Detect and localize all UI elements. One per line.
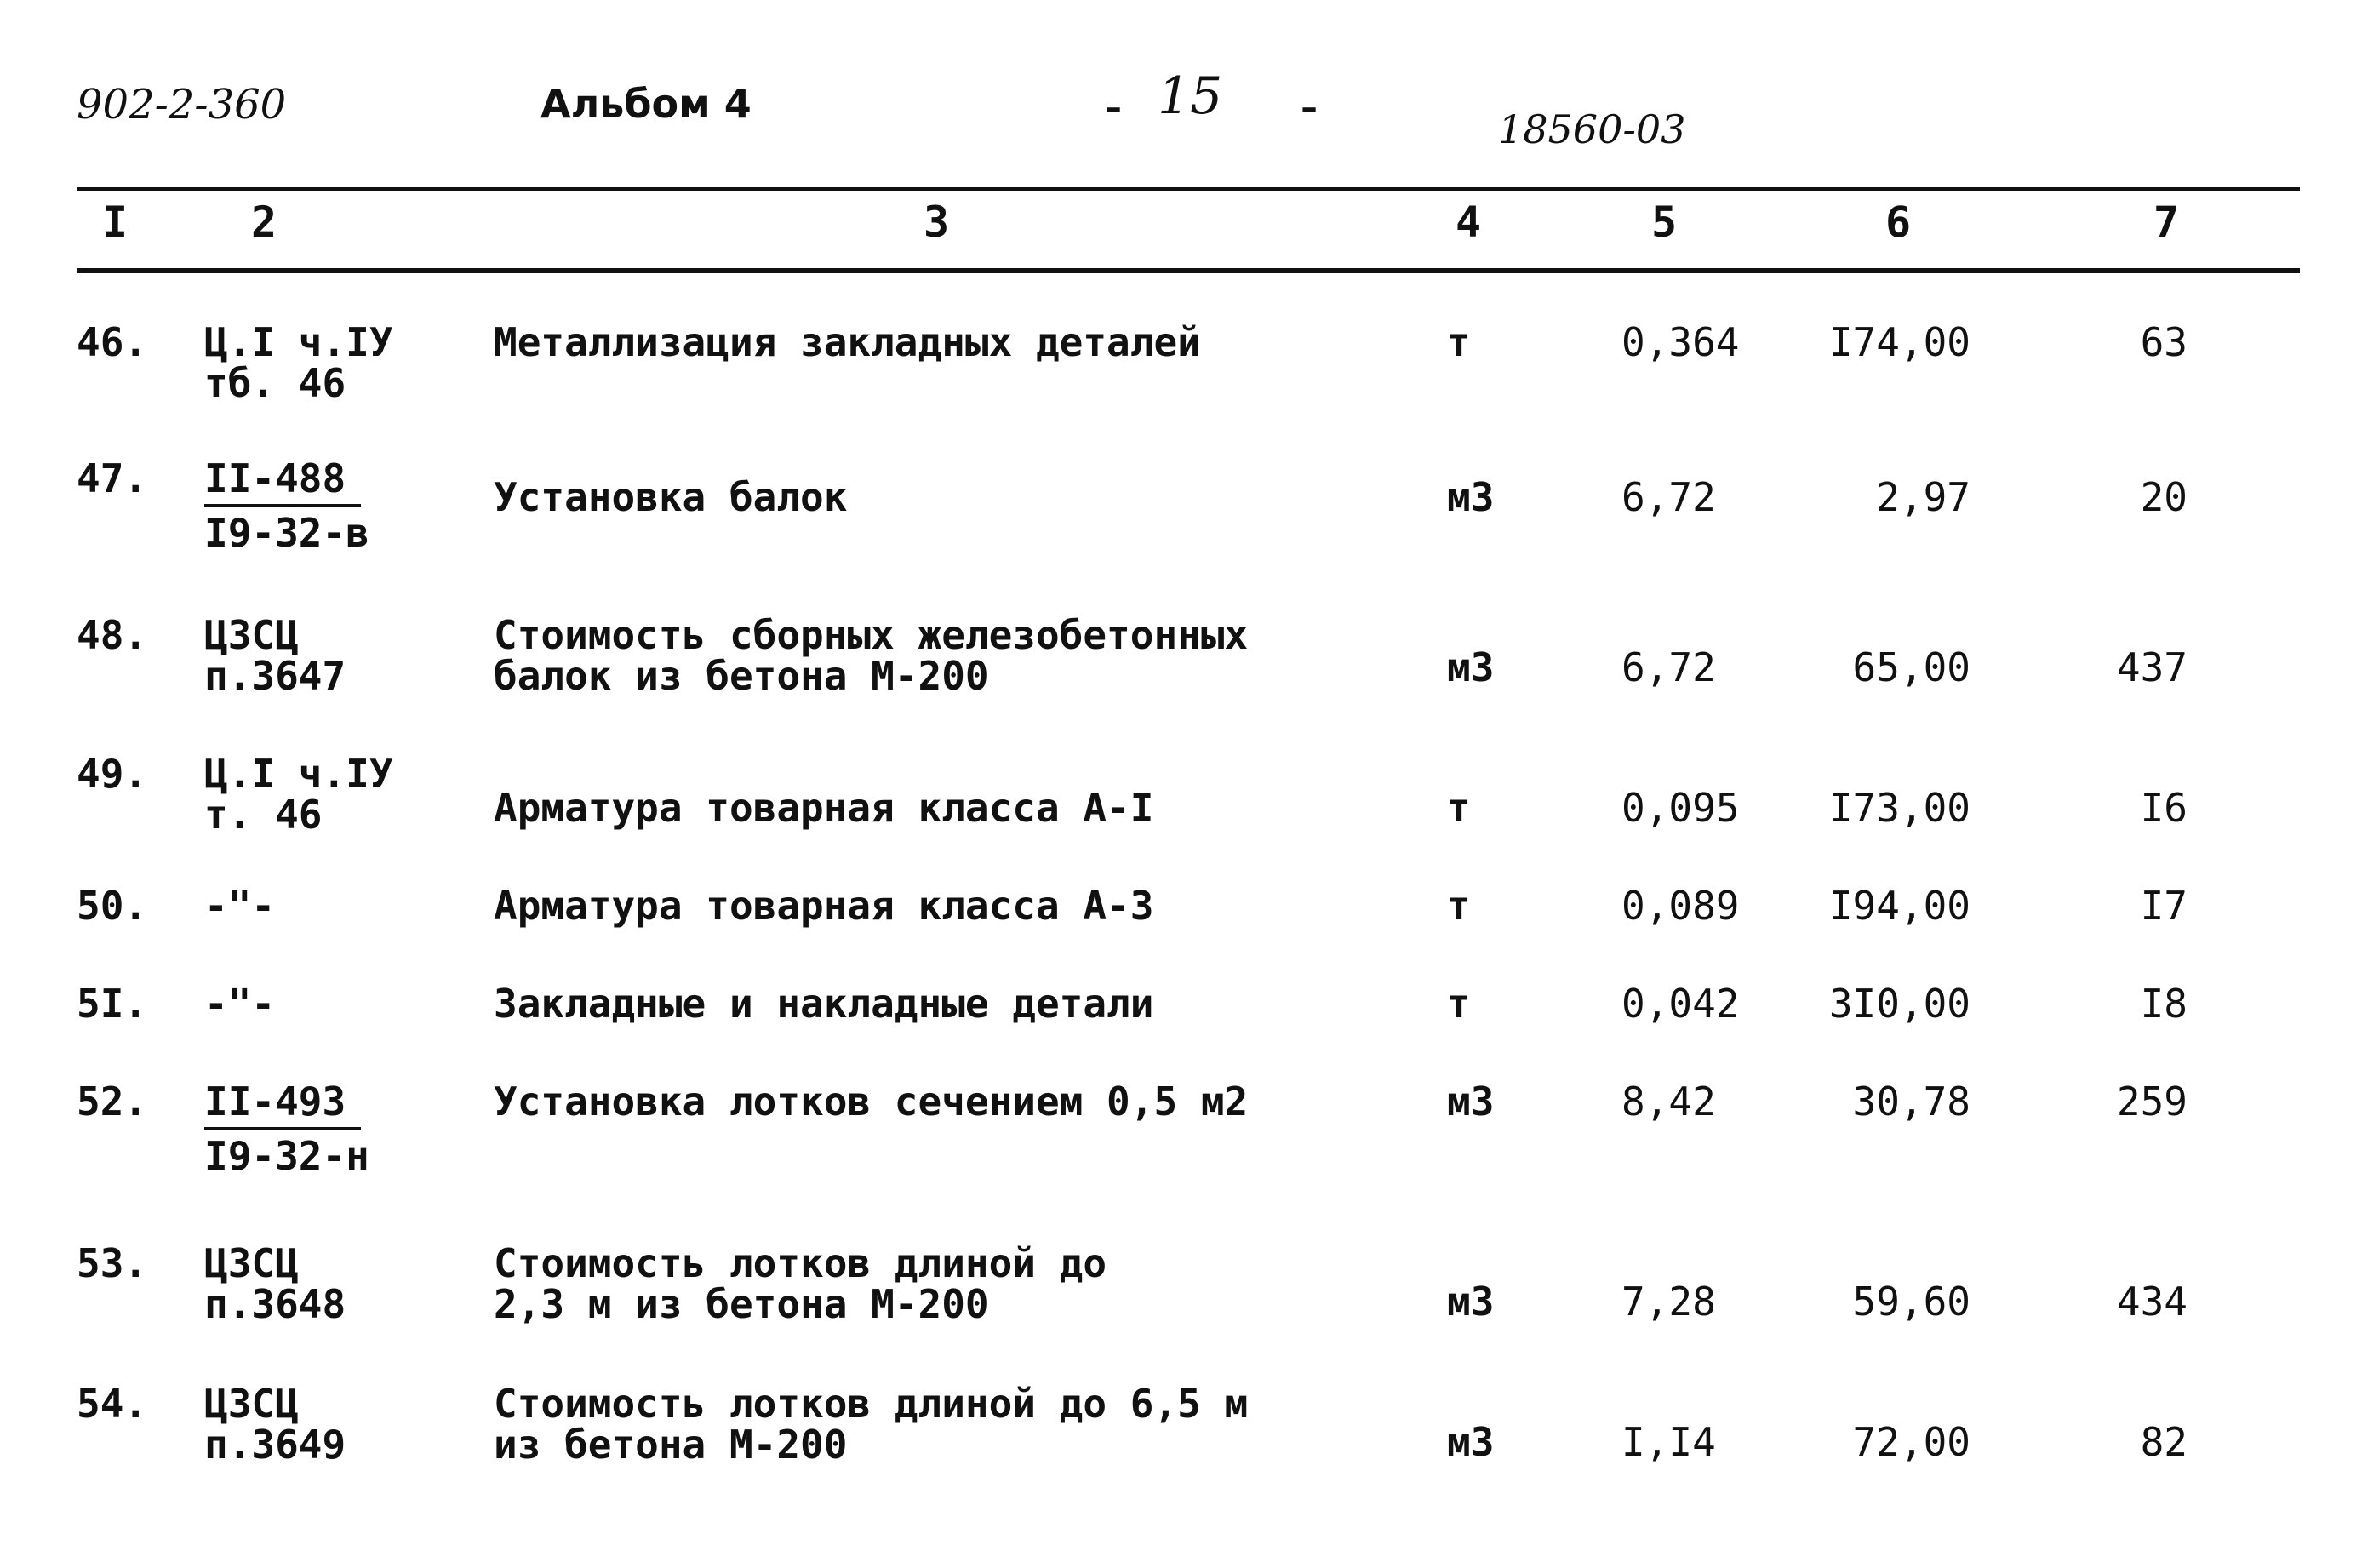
- row-total: 437: [2116, 644, 2188, 690]
- row-unit: м3: [1447, 1279, 1495, 1325]
- page-dash-left: -: [1098, 77, 1130, 136]
- registration-number: 18560-03: [1498, 106, 1686, 152]
- row-total: I8: [2140, 981, 2188, 1027]
- row-total: I6: [2140, 785, 2188, 831]
- row-number: 5I.: [77, 981, 148, 1027]
- row-number: 49.: [77, 751, 148, 797]
- row-number: 52.: [77, 1079, 148, 1124]
- column-header-5: 5: [1650, 197, 1678, 247]
- row-unit: т: [1447, 981, 1471, 1027]
- row-unit-price: 72,00: [1852, 1419, 1970, 1465]
- row-quantity: 0,042: [1621, 981, 1740, 1027]
- row-description: Стоимость лотков длиной до 2,3 м из бетона М-200: [494, 1240, 1107, 1327]
- row-quantity: I,I4: [1621, 1419, 1716, 1465]
- row-unit: м3: [1447, 644, 1495, 690]
- row-quantity: 0,364: [1621, 319, 1740, 365]
- row-description: Металлизация закладных деталей: [494, 319, 1201, 365]
- row-unit-price: I73,00: [1828, 785, 1970, 831]
- row-total: 20: [2140, 474, 2188, 520]
- row-total: 82: [2140, 1419, 2188, 1465]
- row-unit: т: [1447, 319, 1471, 365]
- row-reference: Ц.I ч.IУ т. 46: [204, 751, 393, 838]
- row-reference: ЦЗСЦ п.3647: [204, 612, 346, 699]
- row-description: Стоимость лотков длиной до 6,5 м из бетона М-200: [494, 1381, 1249, 1468]
- row-description: Установка балок: [494, 474, 848, 520]
- row-reference: Ц.I ч.IУ тб. 46: [204, 319, 393, 406]
- row-reference: ЦЗСЦ п.3648: [204, 1240, 346, 1327]
- row-quantity: 8,42: [1621, 1079, 1716, 1124]
- row-unit: м3: [1447, 1079, 1495, 1124]
- row-total: I7: [2140, 883, 2188, 929]
- row-unit: т: [1447, 785, 1471, 831]
- row-unit-price: I74,00: [1828, 319, 1970, 365]
- column-header-6: 6: [1884, 197, 1912, 247]
- row-description: Арматура товарная класса А-3: [494, 883, 1154, 929]
- column-header-3: 3: [923, 197, 950, 247]
- row-unit-price: 2,97: [1876, 474, 1970, 520]
- row-number: 53.: [77, 1240, 148, 1286]
- row-unit: м3: [1447, 474, 1495, 520]
- row-unit-price: 30,78: [1852, 1079, 1970, 1124]
- row-unit-price: 3I0,00: [1828, 981, 1970, 1027]
- row-reference: -"-: [204, 883, 276, 929]
- column-header-1: I: [101, 197, 129, 247]
- row-quantity: 0,089: [1621, 883, 1740, 929]
- row-total: 259: [2116, 1079, 2188, 1124]
- row-reference: -"-: [204, 981, 276, 1027]
- row-description: Установка лотков сечением 0,5 м2: [494, 1079, 1249, 1124]
- table-top-rule: [77, 187, 2300, 191]
- row-number: 50.: [77, 883, 148, 929]
- row-number: 54.: [77, 1381, 148, 1427]
- row-description: Закладные и накладные детали: [494, 981, 1154, 1027]
- row-unit-price: 65,00: [1852, 644, 1970, 690]
- page-dash-right: -: [1294, 77, 1325, 136]
- row-reference: II-488 I9-32-в: [204, 455, 369, 556]
- row-number: 47.: [77, 455, 148, 501]
- album-label: Альбом 4: [540, 81, 752, 127]
- column-header-4: 4: [1455, 197, 1482, 247]
- column-header-7: 7: [2153, 197, 2180, 247]
- page-number: 15: [1158, 66, 1223, 126]
- document-code: 902-2-360: [77, 81, 287, 129]
- row-unit-price: I94,00: [1828, 883, 1970, 929]
- row-number: 48.: [77, 612, 148, 658]
- row-total: 434: [2116, 1279, 2188, 1325]
- row-unit-price: 59,60: [1852, 1279, 1970, 1325]
- row-quantity: 6,72: [1621, 474, 1716, 520]
- row-quantity: 7,28: [1621, 1279, 1716, 1325]
- row-description: Арматура товарная класса А-I: [494, 785, 1154, 831]
- row-reference: II-493 I9-32-н: [204, 1079, 369, 1179]
- row-quantity: 6,72: [1621, 644, 1716, 690]
- row-unit: т: [1447, 883, 1471, 929]
- row-number: 46.: [77, 319, 148, 365]
- column-header-2: 2: [250, 197, 277, 247]
- row-unit: м3: [1447, 1419, 1495, 1465]
- table-header-rule: [77, 268, 2300, 273]
- row-description: Стоимость сборных железобетонных балок из бетона М-200: [494, 612, 1249, 699]
- row-quantity: 0,095: [1621, 785, 1740, 831]
- row-reference: ЦЗСЦ п.3649: [204, 1381, 346, 1468]
- row-total: 63: [2140, 319, 2188, 365]
